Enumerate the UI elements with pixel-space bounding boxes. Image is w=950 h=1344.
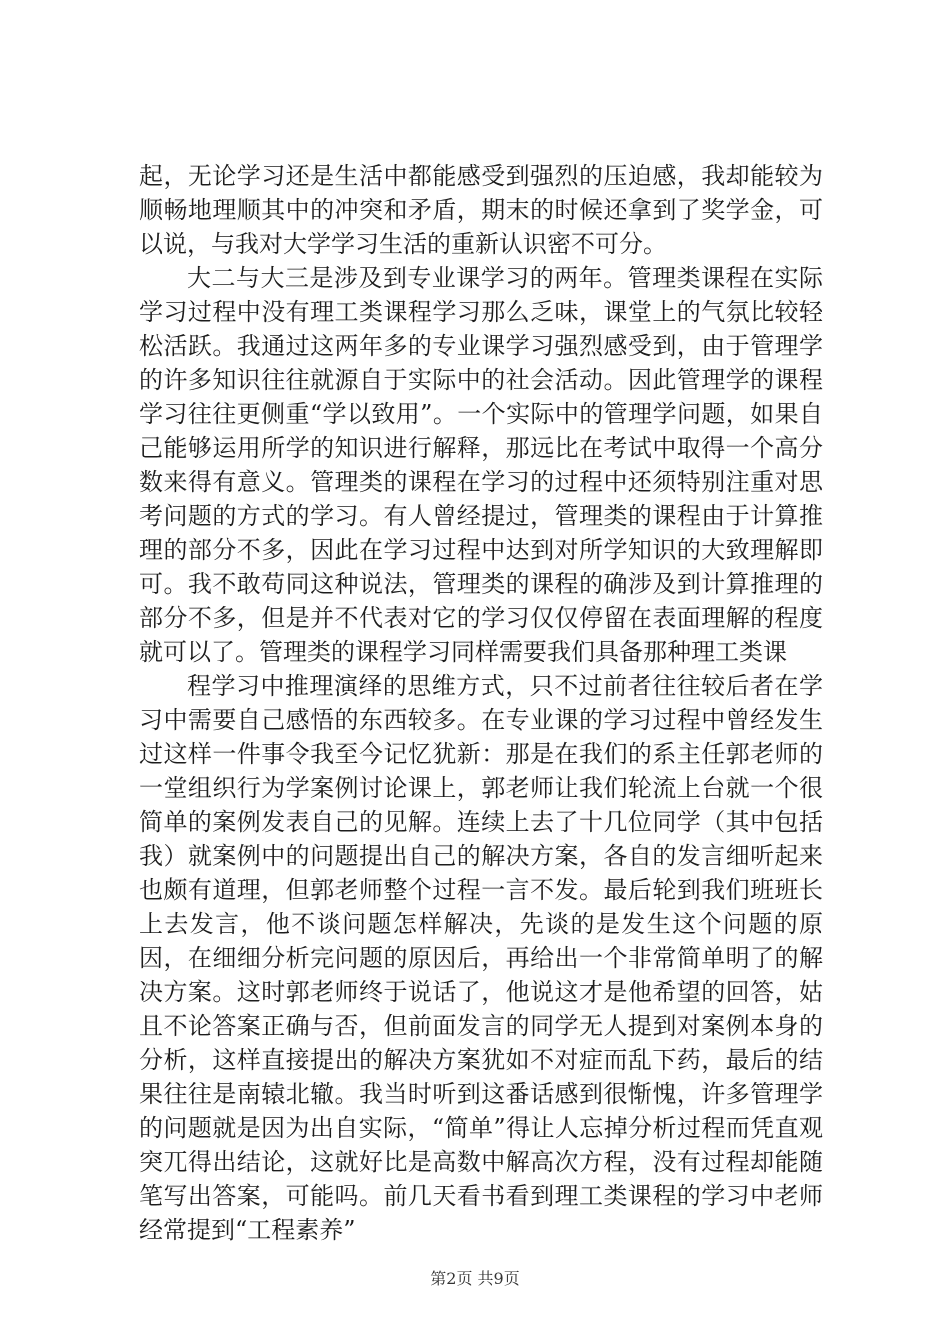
- document-body: [139, 159, 823, 1247]
- paragraph-major-courses: 大二与大三是涉及到专业课学习的两年。管理类课程在实际学习过程中没有理工类课程学习那么乏味，课堂上的气氛比较轻松活跃。我通过这两年多的专业课学习强烈感受到，由于管理学的许多知识往往就源自于实际中的社会活动。因此管理学的课程学习往往更侧重“学以致用”。一个实际中的管理学问题，如果自己能够运用所学的知识进行解释，那远比在考试中取得一个高分数来得有意义。管理类的课程在学习的过程中还须特别注重对思考问题的方式的学习。有人曾经提过，管理类的课程由于计算推理的部分不多，因此在学习过程中达到对所学知识的大致理解即可。我不敢苟同这种说法，管理类的课程的确涉及到计算推理的部分不多，但是并不代表对它的学习仅仅停留在表面理解的程度就可以了。管理类的课程学习同样需要我们具备那种理工类课: [139, 264, 823, 666]
- paragraph-continuation: 起，无论学习还是生活中都能感受到强烈的压迫感，我却能较为顺畅地理顺其中的冲突和矛盾，期末的时候还拿到了奖学金，可以说，与我对大学学习生活的重新认识密不可分。: [139, 162, 823, 258]
- page-number-footer: 第2页 共9页: [430, 1269, 520, 1288]
- paragraph-case-discussion: 程学习中推理演绎的思维方式，只不过前者往往较后者在学习中需要自己感悟的东西较多。在专业课的学习过程中曾经发生过这样一件事令我至今记忆犹新：那是在我们的系主任郭老师的一堂组织行为学案例讨论课上，郭老师让我们轮流上台就一个很简单的案例发表自己的见解。连续上去了十几位同学（其中包括我）就案例中的问题提出自己的解决方案，各自的发言细听起来也颇有道理，但郭老师整个过程一言不发。最后轮到我们班班长上去发言，他不谈问题怎样解决，先谈的是发生这个问题的原因，在细细分析完问题的原因后，再给出一个非常简单明了的解决方案。这时郭老师终于说话了，他说这才是他希望的回答，姑且不论答案正确与否，但前面发言的同学无人提到对案例本身的分析，这样直接提出的解决方案犹如不对症而乱下药，最后的结果往往是南辕北辙。我当时听到这番话感到很惭愧，许多管理学的问题就是因为出自实际，“简单”得让人忘掉分析过程而凭直观突兀得出结论，这就好比是高数中解高次方程，没有过程却能随笔写出答案，可能吗。前几天看书看到理工类课程的学习中老师经常提到“工程素养”: [139, 672, 823, 1244]
